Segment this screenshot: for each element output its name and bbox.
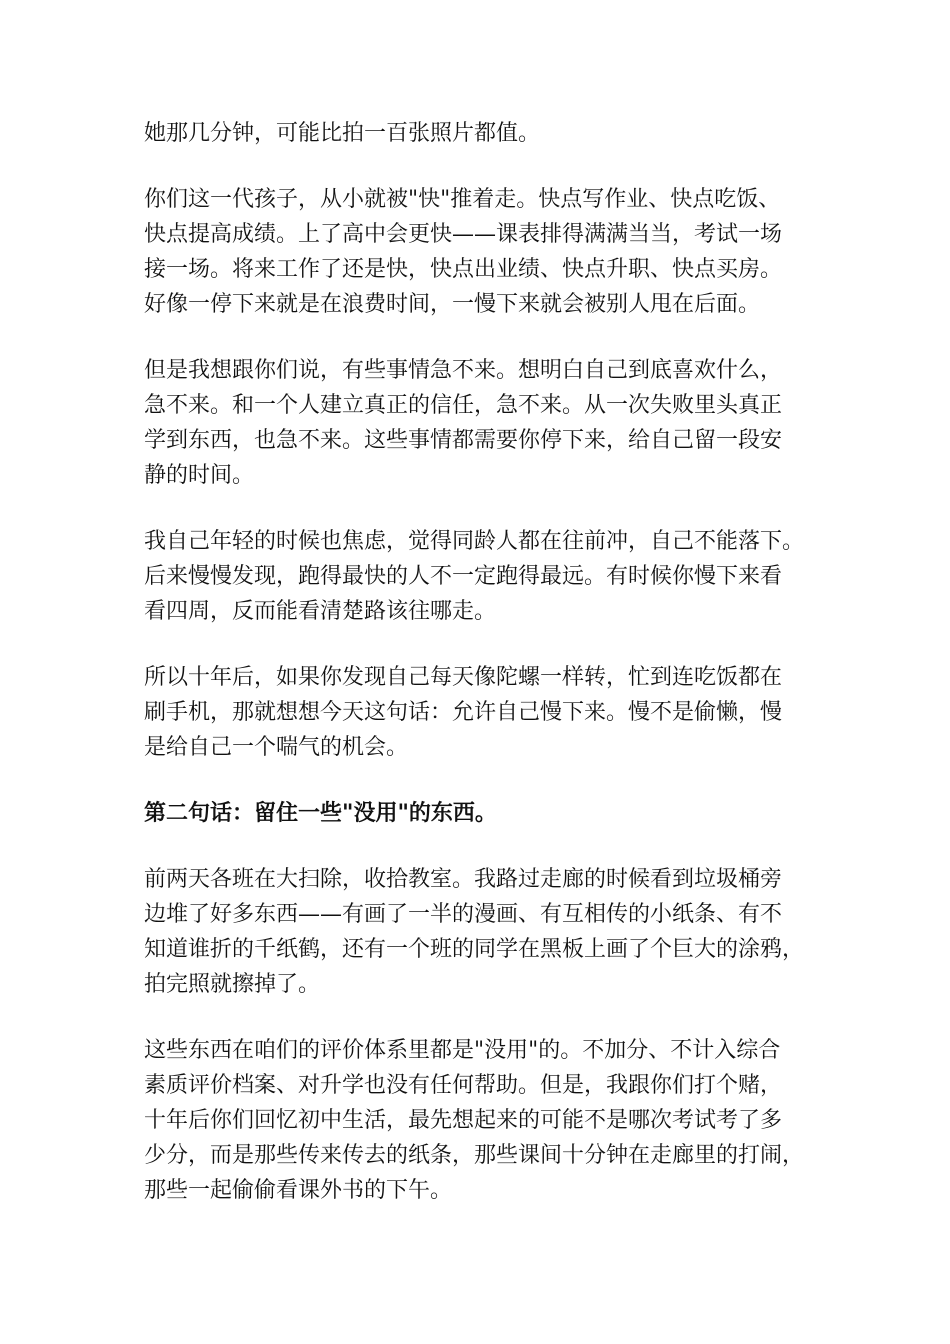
text-line: 所以十年后，如果你发现自己每天像陀螺一样转，忙到连吃饭都在 bbox=[144, 665, 783, 690]
text-line: 但是我想跟你们说，有些事情急不来。想明白自己到底喜欢什么， bbox=[144, 358, 783, 383]
paragraph bbox=[144, 116, 816, 151]
section-heading bbox=[144, 796, 816, 831]
text-line: 急不来。和一个人建立真正的信任，急不来。从一次失败里头真正 bbox=[144, 393, 783, 418]
text-line: 你们这一代孩子，从小就被"快"推着走。快点写作业、快点吃饭、 bbox=[144, 187, 781, 212]
text-line: 她那几分钟，可能比拍一百张照片都值。 bbox=[144, 121, 541, 146]
document-body bbox=[144, 116, 816, 1239]
text-line: 我自己年轻的时候也焦虑，觉得同龄人都在往前冲，自己不能落下。 bbox=[144, 529, 805, 554]
text-line: 那些一起偷偷看课外书的下午。 bbox=[144, 1178, 453, 1203]
heading-text: 第二句话：留住一些"没用"的东西。 bbox=[144, 801, 497, 826]
text-line: 少分，而是那些传来传去的纸条，那些课间十分钟在走廊里的打闹， bbox=[144, 1143, 805, 1168]
text-line: 快点提高成绩。上了高中会更快——课表排得满满当当，考试一场 bbox=[144, 222, 783, 247]
paragraph bbox=[144, 660, 816, 765]
text-line: 看四周，反而能看清楚路该往哪走。 bbox=[144, 599, 497, 624]
text-line: 这些东西在咱们的评价体系里都是"没用"的。不加分、不计入综合 bbox=[144, 1038, 781, 1063]
text-line: 刷手机，那就想想今天这句话：允许自己慢下来。慢不是偷懒，慢 bbox=[144, 700, 783, 725]
text-line: 知道谁折的千纸鹤，还有一个班的同学在黑板上画了个巨大的涂鸦， bbox=[144, 937, 805, 962]
text-line: 学到东西，也急不来。这些事情都需要你停下来，给自己留一段安 bbox=[144, 428, 783, 453]
text-line: 后来慢慢发现，跑得最快的人不一定跑得最远。有时候你慢下来看 bbox=[144, 564, 783, 589]
text-line: 十年后你们回忆初中生活，最先想起来的可能不是哪次考试考了多 bbox=[144, 1108, 783, 1133]
paragraph bbox=[144, 353, 816, 493]
text-line: 前两天各班在大扫除，收拾教室。我路过走廊的时候看到垃圾桶旁 bbox=[144, 867, 783, 892]
paragraph bbox=[144, 1033, 816, 1208]
text-line: 边堆了好多东西——有画了一半的漫画、有互相传的小纸条、有不 bbox=[144, 902, 783, 927]
paragraph bbox=[144, 524, 816, 629]
text-line: 素质评价档案、对升学也没有任何帮助。但是，我跟你们打个赌， bbox=[144, 1073, 783, 1098]
paragraph bbox=[144, 862, 816, 1002]
text-line: 拍完照就擦掉了。 bbox=[144, 972, 321, 997]
paragraph bbox=[144, 182, 816, 322]
text-line: 好像一停下来就是在浪费时间，一慢下来就会被别人甩在后面。 bbox=[144, 292, 761, 317]
text-line: 接一场。将来工作了还是快，快点出业绩、快点升职、快点买房。 bbox=[144, 257, 783, 282]
text-line: 是给自己一个喘气的机会。 bbox=[144, 735, 409, 760]
text-line: 静的时间。 bbox=[144, 463, 255, 488]
